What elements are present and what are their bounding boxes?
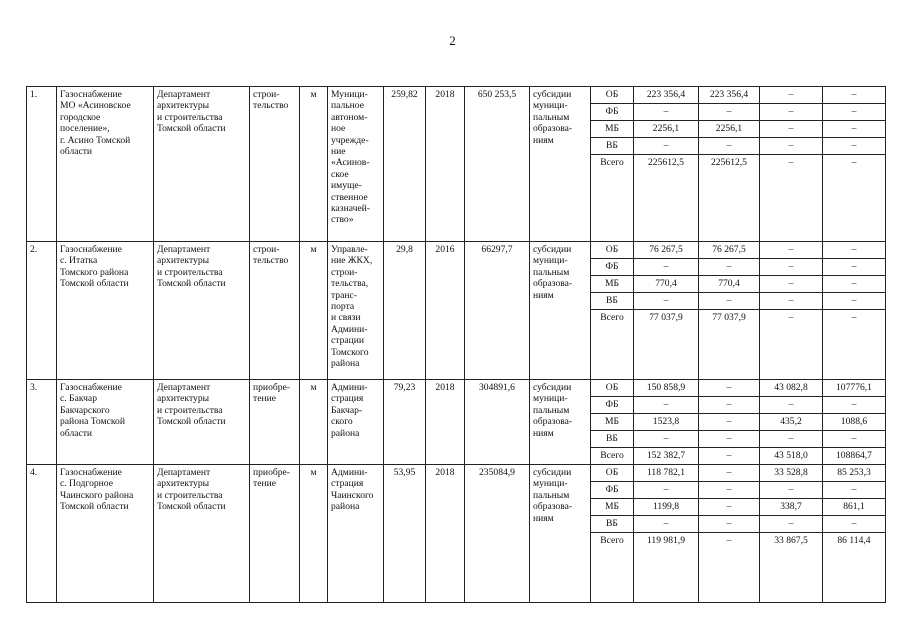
department: Департамент архитектуры и строительства Томской области — [154, 87, 250, 242]
budget-source-label: МБ — [591, 121, 634, 138]
finance-value: – — [823, 482, 886, 499]
finance-value: – — [699, 104, 760, 121]
table-row — [27, 242, 886, 259]
budget-source-label: Всего — [591, 155, 634, 242]
finance-value: 435,2 — [760, 414, 823, 431]
finance-value: 2256,1 — [634, 121, 699, 138]
budget-source-label: ФБ — [591, 482, 634, 499]
length-value: 259,82 — [384, 87, 426, 242]
row-number: 2. — [27, 242, 57, 380]
finance-value: – — [699, 414, 760, 431]
finance-value: – — [634, 293, 699, 310]
finance-value: 33 528,8 — [760, 465, 823, 482]
budget-source-label: ОБ — [591, 242, 634, 259]
finance-value: – — [699, 138, 760, 155]
finance-value: 118 782,1 — [634, 465, 699, 482]
finance-value: 1088,6 — [823, 414, 886, 431]
budget-source-label: ВБ — [591, 138, 634, 155]
finance-value: – — [760, 310, 823, 380]
finance-value: 1523,8 — [634, 414, 699, 431]
unit: м — [300, 380, 328, 465]
finance-value: – — [699, 499, 760, 516]
budget-source-label: Всего — [591, 533, 634, 603]
budget-source-label: ФБ — [591, 104, 634, 121]
finance-value: – — [699, 516, 760, 533]
finance-value: – — [823, 310, 886, 380]
finance-value: 770,4 — [634, 276, 699, 293]
finance-value: – — [760, 242, 823, 259]
budget-source-label: ФБ — [591, 397, 634, 414]
support-form: субсидии муници- пальным образова- ниям — [530, 242, 591, 380]
project-name: Газоснабжение с. Бакчар Бакчарского района Томской области — [57, 380, 154, 465]
budget-source-label: Всего — [591, 310, 634, 380]
finance-value: – — [823, 516, 886, 533]
finance-value: 119 981,9 — [634, 533, 699, 603]
finance-value: – — [823, 87, 886, 104]
finance-value: – — [699, 259, 760, 276]
unit: м — [300, 242, 328, 380]
finance-value: 223 356,4 — [634, 87, 699, 104]
finance-value: – — [760, 482, 823, 499]
row-number: 4. — [27, 465, 57, 603]
action-type: приобре- тение — [250, 380, 300, 465]
finance-value: 33 867,5 — [760, 533, 823, 603]
finance-value: – — [699, 380, 760, 397]
budget-source-label: Всего — [591, 448, 634, 465]
budget-source-label: ОБ — [591, 380, 634, 397]
table-row — [27, 87, 886, 104]
finance-value: – — [823, 259, 886, 276]
department: Департамент архитектуры и строительства Томской области — [154, 465, 250, 603]
cost-value: 66297,7 — [465, 242, 530, 380]
finance-value: – — [760, 138, 823, 155]
finance-value: 770,4 — [699, 276, 760, 293]
finance-value: 77 037,9 — [699, 310, 760, 380]
budget-source-label: МБ — [591, 499, 634, 516]
row-number: 3. — [27, 380, 57, 465]
table-row — [27, 380, 886, 397]
finance-value: – — [699, 397, 760, 414]
department: Департамент архитектуры и строительства Томской области — [154, 242, 250, 380]
project-name: Газоснабжение с. Подгорное Чаинского района Томской области — [57, 465, 154, 603]
finance-value: 85 253,3 — [823, 465, 886, 482]
cost-value: 235084,9 — [465, 465, 530, 603]
row-number: 1. — [27, 87, 57, 242]
finance-value: 76 267,5 — [699, 242, 760, 259]
finance-value: – — [760, 276, 823, 293]
year: 2018 — [426, 380, 465, 465]
finance-value: 1199,8 — [634, 499, 699, 516]
customer: Муници- пальное автоном- ное учрежде- ние «Асинов- ское имуще- ственное казначей- ство» — [328, 87, 384, 242]
finance-value: – — [634, 138, 699, 155]
finance-value: 43 082,8 — [760, 380, 823, 397]
year: 2018 — [426, 465, 465, 603]
length-value: 29,8 — [384, 242, 426, 380]
finance-value: – — [760, 397, 823, 414]
length-value: 53,95 — [384, 465, 426, 603]
finance-value: – — [634, 259, 699, 276]
finance-value: 225612,5 — [699, 155, 760, 242]
finance-value: – — [760, 293, 823, 310]
budget-source-label: ОБ — [591, 465, 634, 482]
finance-value: – — [823, 104, 886, 121]
finance-value: 2256,1 — [699, 121, 760, 138]
action-type: строи- тельство — [250, 87, 300, 242]
finance-value: – — [823, 276, 886, 293]
finance-value: – — [823, 121, 886, 138]
support-form: субсидии муници- пальным образова- ниям — [530, 380, 591, 465]
cost-value: 304891,6 — [465, 380, 530, 465]
finance-value: 150 858,9 — [634, 380, 699, 397]
year: 2016 — [426, 242, 465, 380]
customer: Админи- страция Чаинского района — [328, 465, 384, 603]
budget-source-label: МБ — [591, 414, 634, 431]
finance-value: – — [823, 155, 886, 242]
budget-source-label: ФБ — [591, 259, 634, 276]
finance-value: – — [634, 397, 699, 414]
budget-source-label: ВБ — [591, 516, 634, 533]
finance-value: 107776,1 — [823, 380, 886, 397]
support-form: субсидии муници- пальным образова- ниям — [530, 87, 591, 242]
finance-value: 223 356,4 — [699, 87, 760, 104]
finance-value: 86 114,4 — [823, 533, 886, 603]
finance-value: – — [699, 293, 760, 310]
finance-value: – — [699, 431, 760, 448]
finance-value: 861,1 — [823, 499, 886, 516]
year: 2018 — [426, 87, 465, 242]
cost-value: 650 253,5 — [465, 87, 530, 242]
finance-value: – — [634, 482, 699, 499]
finance-value: 77 037,9 — [634, 310, 699, 380]
project-name: Газоснабжение МО «Асиновское городское поселение», г. Асино Томской области — [57, 87, 154, 242]
finance-value: – — [699, 482, 760, 499]
length-value: 79,23 — [384, 380, 426, 465]
customer: Админи- страция Бакчар- ского района — [328, 380, 384, 465]
unit: м — [300, 87, 328, 242]
finance-value: – — [699, 448, 760, 465]
finance-value: – — [823, 431, 886, 448]
budget-source-label: ВБ — [591, 293, 634, 310]
finance-value: – — [760, 155, 823, 242]
finance-value: – — [699, 533, 760, 603]
finance-value: 76 267,5 — [634, 242, 699, 259]
action-type: приобре- тение — [250, 465, 300, 603]
finance-value: – — [760, 431, 823, 448]
finance-value: 108864,7 — [823, 448, 886, 465]
finance-value: – — [760, 87, 823, 104]
table-row — [27, 465, 886, 482]
finance-value: 225612,5 — [634, 155, 699, 242]
finance-value: – — [699, 465, 760, 482]
page-number: 2 — [449, 33, 456, 48]
finance-value: – — [823, 397, 886, 414]
finance-value: – — [760, 104, 823, 121]
finance-value: – — [823, 138, 886, 155]
customer: Управле- ние ЖКХ, строи- тельства, транс- порта и связи Админи- страции Томского района — [328, 242, 384, 380]
finance-value: – — [634, 516, 699, 533]
finance-value: – — [634, 431, 699, 448]
department: Департамент архитектуры и строительства Томской области — [154, 380, 250, 465]
unit: м — [300, 465, 328, 603]
finance-value: – — [760, 259, 823, 276]
table-body — [27, 87, 886, 603]
project-name: Газоснабжение с. Итатка Томского района Томской области — [57, 242, 154, 380]
budget-source-label: ВБ — [591, 431, 634, 448]
finance-value: – — [760, 121, 823, 138]
finance-value: 43 518,0 — [760, 448, 823, 465]
finance-value: 152 382,7 — [634, 448, 699, 465]
investment-table — [26, 86, 886, 603]
finance-value: 338,7 — [760, 499, 823, 516]
finance-value: – — [760, 516, 823, 533]
finance-value: – — [823, 293, 886, 310]
action-type: строи- тельство — [250, 242, 300, 380]
budget-source-label: ОБ — [591, 87, 634, 104]
support-form: субсидии муници- пальным образова- ниям — [530, 465, 591, 603]
finance-value: – — [634, 104, 699, 121]
finance-value: – — [823, 242, 886, 259]
budget-source-label: МБ — [591, 276, 634, 293]
